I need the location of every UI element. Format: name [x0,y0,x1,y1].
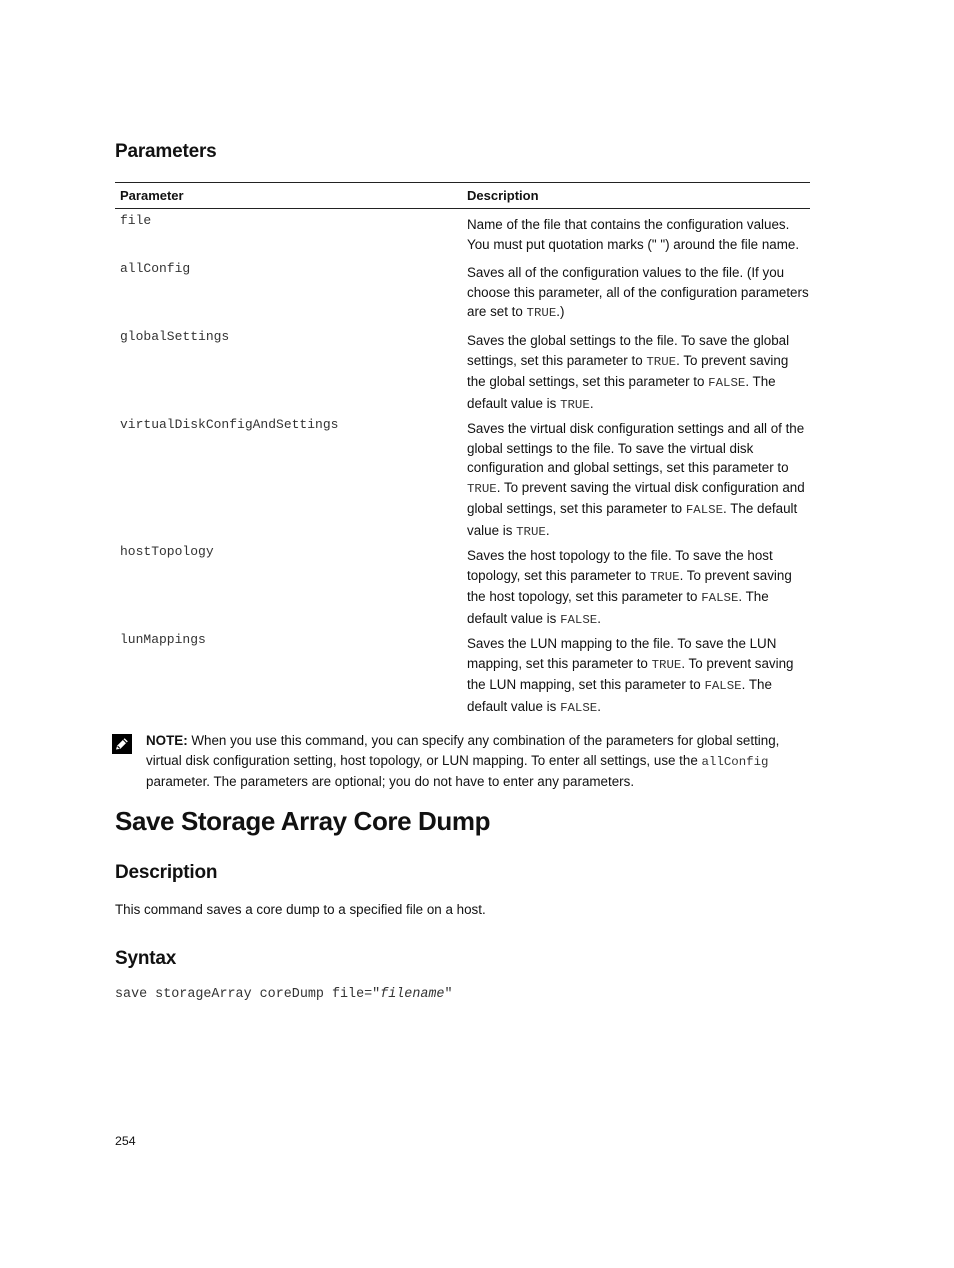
table-header-parameter: Parameter [120,188,184,203]
inline-code: FALSE [708,376,746,391]
parameter-name: lunMappings [120,632,206,647]
syntax-code [115,987,453,1002]
inline-code: FALSE [560,700,598,715]
section-title: Save Storage Array Core Dump [115,806,491,836]
text-run: . The default value is [467,677,772,714]
text-run: . [589,395,594,411]
text-run: . To prevent saving the global settings, set this parameter to [467,352,789,390]
parameter-name: allConfig [120,261,191,276]
table-header-description: Description [467,188,539,203]
inline-code: TRUE [526,306,557,321]
page-number: 254 [115,1134,136,1148]
description-text: This command saves a core dump to a specified file on a host. [115,902,486,917]
text-run: . To prevent saving the LUN mapping, set this parameter to [467,655,794,693]
parameter-name: file [120,213,152,228]
syntax-suffix: " [444,987,453,1002]
pencil-note-icon [112,734,132,754]
text-run: . The default value is [467,501,798,538]
parameters-heading: Parameters [115,141,217,162]
note-label: NOTE: [146,733,188,748]
text-run: Saves all of the configuration values to the file. (If you choose this parameter, all of the configuration parameters are set to [467,265,809,320]
inline-code: FALSE [685,503,724,518]
note-text [146,731,811,792]
text-run: . [545,522,550,538]
text-run: Saves the global settings to the file. To save the global settings, set this parameter to [467,333,790,368]
text-run: Saves the virtual disk configuration settings and all of the global settings to the file. To save the virtual disk configuration and global settings, set this parameter to [467,421,805,476]
table-header-rule [115,208,810,209]
text-run: . [597,698,601,714]
text-run: parameter. The parameters are optional; you do not have to enter any parameters. [146,774,635,790]
text-run: . [597,610,601,626]
parameter-description [467,331,809,415]
table-top-rule [115,182,810,183]
inline-code: FALSE [560,612,598,627]
inline-code: TRUE [649,569,680,584]
parameter-description [467,215,809,254]
parameter-name: virtualDiskConfigAndSettings [120,417,339,432]
text-run: . To prevent saving the virtual disk configuration and global settings, set this parameter to [467,479,805,517]
syntax-variable: filename [380,987,445,1002]
parameter-description [467,419,809,543]
parameter-description [467,634,809,718]
parameter-description [467,263,809,324]
text-run: . To prevent saving the host topology, set this parameter to [467,567,792,605]
syntax-prefix: save storageArray coreDump file=" [115,987,381,1002]
parameter-description [467,546,809,630]
text-run: .) [556,304,565,320]
text-run: . The default value is [467,589,769,626]
inline-code: TRUE [651,657,682,672]
text-run: . The default value is [467,374,776,411]
text-run: Name of the file that contains the configuration values. You must put quotation marks (" ") around the file name. [467,217,800,252]
inline-code: FALSE [704,679,742,694]
inline-code: TRUE [467,481,497,496]
inline-code: TRUE [516,524,546,539]
description-heading: Description [115,862,218,883]
parameter-name: hostTopology [120,544,214,559]
inline-code: FALSE [701,591,739,606]
inline-code: TRUE [560,397,590,412]
inline-code: allConfig [701,754,769,769]
text-run: Saves the LUN mapping to the file. To save the LUN mapping, set this parameter to [467,636,777,671]
inline-code: TRUE [646,354,677,369]
text-run: Saves the host topology to the file. To save the host topology, set this parameter to [467,548,773,583]
text-run: When you use this command, you can specify any combination of the parameters for global setting, virtual disk configuration setting, host topology, or LUN mapping. To enter all settings, use the [146,733,780,768]
syntax-heading: Syntax [115,948,177,969]
parameter-name: globalSettings [120,329,230,344]
note-body [146,733,779,789]
